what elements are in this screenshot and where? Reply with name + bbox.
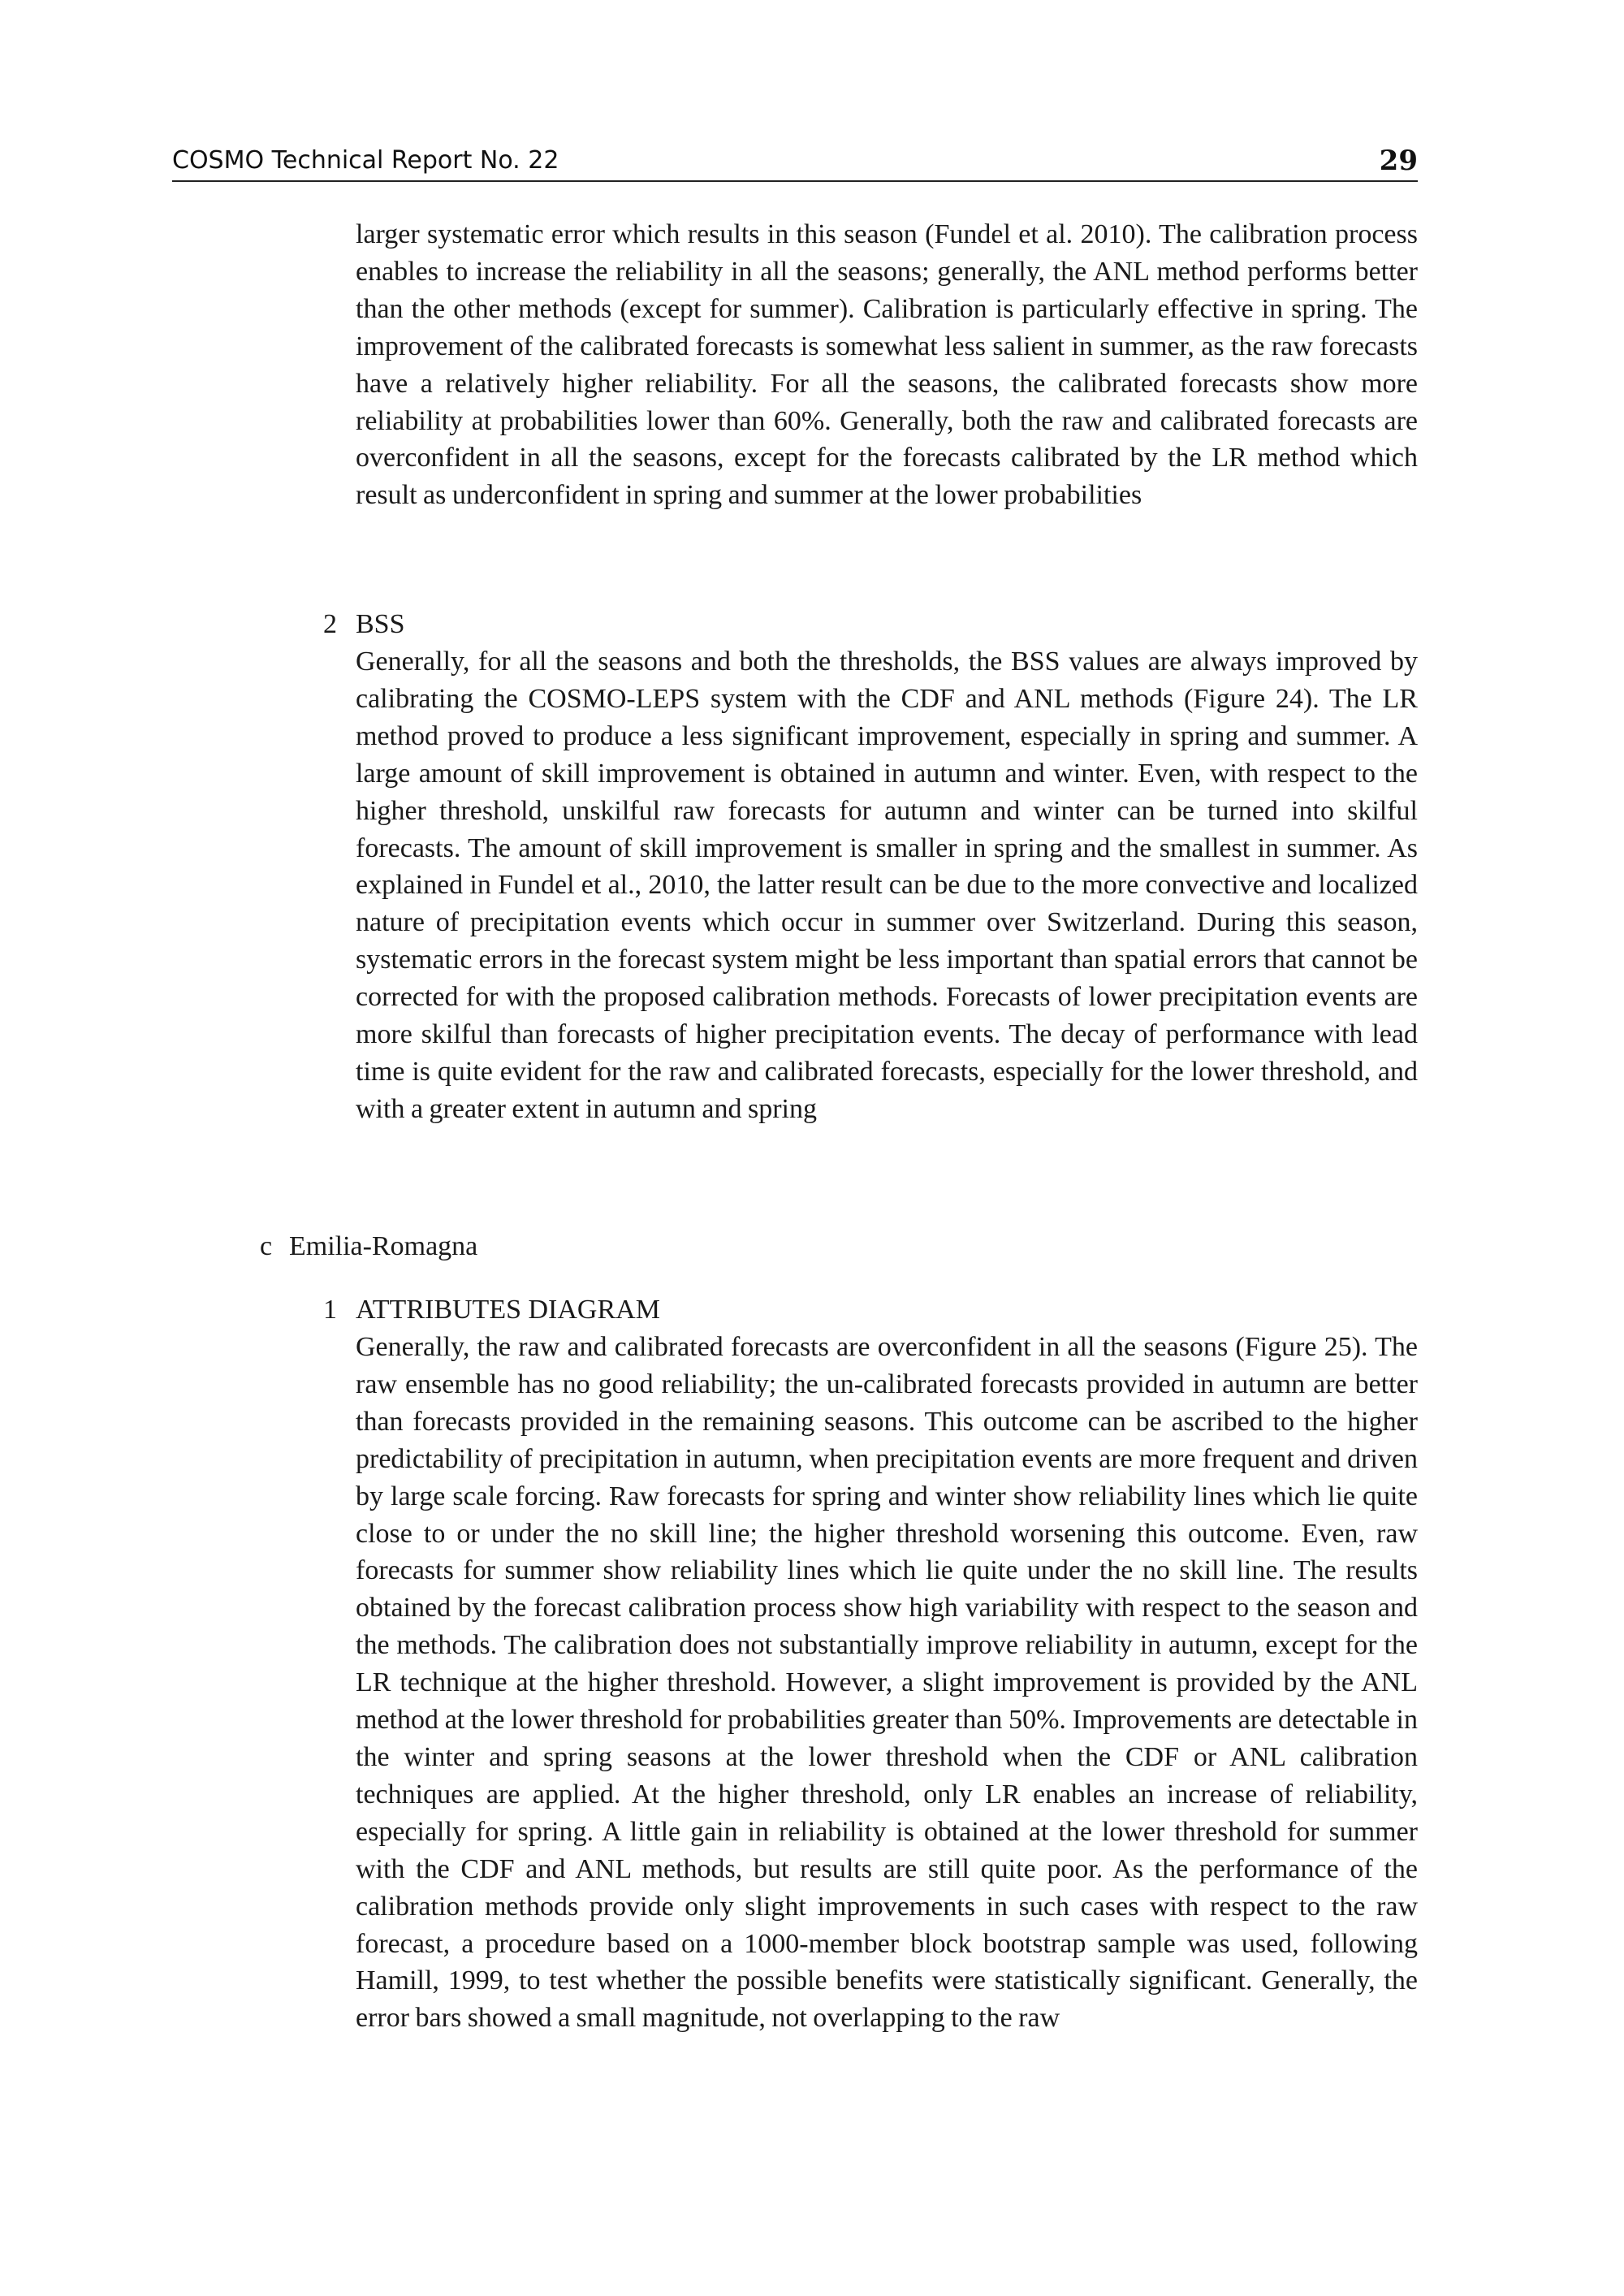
section-letter: c [260, 1231, 273, 1261]
attributes-paragraph: Generally, the raw and calibrated forecasts are overconfident in all the seasons (Figure 25). The raw ensemble has no good reliability; the un-calibrated forecasts provided in autumn are better than forecasts provided in the remaining seasons. This outcome can be ascribed to the higher predictability of precipitation in autumn, when precipitation events are more frequent and driven by large scale forcing. Raw forecasts for spring and winter show reliability lines which lie quite close to or under the no skill line; the higher threshold worsening this outcome. Even, raw forecasts for summer show reliability lines which lie quite under the no skill line. The results obtained by the forecast calibration process show high variability with respect to the season and the methods. The calibration does not substantially improve reliability in autumn, except for the LR technique at the higher threshold. However, a slight improvement is provided by the ANL method at the lower threshold for probabilities greater than 50%. Improvements are detectable in the winter and spring seasons at the lower threshold when the CDF or ANL calibration techniques are applied. At the higher threshold, only LR enables an increase of reliability, especially for spring. A little gain in reliability is obtained at the lower threshold for summer with the CDF and ANL methods, but results are still quite poor. As the performance of the calibration methods provide only slight improvements in such cases with respect to the raw forecast, a procedure based on a 1000-member block bootstrap sample was used, following Hamill, 1999, to test whether the possible benefits were statistically significant. Generally, the error bars showed a small magnitude, not overlapping to the raw [356, 1332, 1418, 2034]
bss-item-label: BSS [356, 609, 405, 639]
report-title: COSMO Technical Report No. 22 [172, 146, 559, 175]
bss-paragraph: Generally, for all the seasons and both the thresholds, the BSS values are always improved by calibrating the COSMO-LEPS system with the CDF and ANL methods (Figure 24). The LR method proved to produce a less significant improvement, especially in spring and summer. A large amount of skill improvement is obtained in autumn and winter. Even, with respect to the higher threshold, unskilful raw forecasts for autumn and winter can be turned into skilful forecasts. The amount of skill improvement is smaller in spring and the smallest in summer. As explained in Fundel et al., 2010, the latter result can be due to the more convective and localized nature of precipitation events which occur in summer over Switzerland. During this season, systematic errors in the forecast system might be less important than spatial errors that cannot be corrected for with the proposed calibration methods. Forecasts of lower precipitation events are more skilful than forecasts of higher precipitation events. The decay of performance with lead time is quite evident for the raw and calibrated forecasts, especially for the lower threshold, and with a greater extent in autumn and spring [356, 646, 1418, 1124]
page-number: 29 [1379, 145, 1418, 177]
bss-item-number: 2 [323, 609, 337, 639]
attributes-item-label: ATTRIBUTES DIAGRAM [356, 1295, 660, 1325]
attributes-item-number: 1 [323, 1295, 337, 1325]
intro-paragraph: larger systematic error which results in this season (Fundel et al. 2010). The calibration process enables to increase the reliability in all the seasons; generally, the ANL method performs better than the other methods (except for summer). Calibration is particularly effective in spring. The improvement of the calibrated forecasts is somewhat less salient in summer, as the raw forecasts have a relatively higher reliability. For all the seasons, the calibrated forecasts show more reliability at probabilities lower than 60%. Generally, both the raw and calibrated forecasts are overconfident in all the seasons, except for the forecasts calibrated by the LR method which result as underconfident in spring and summer at the lower probabilities [356, 219, 1418, 511]
page-header [172, 143, 1418, 182]
section-title: Emilia-Romagna [289, 1231, 478, 1261]
